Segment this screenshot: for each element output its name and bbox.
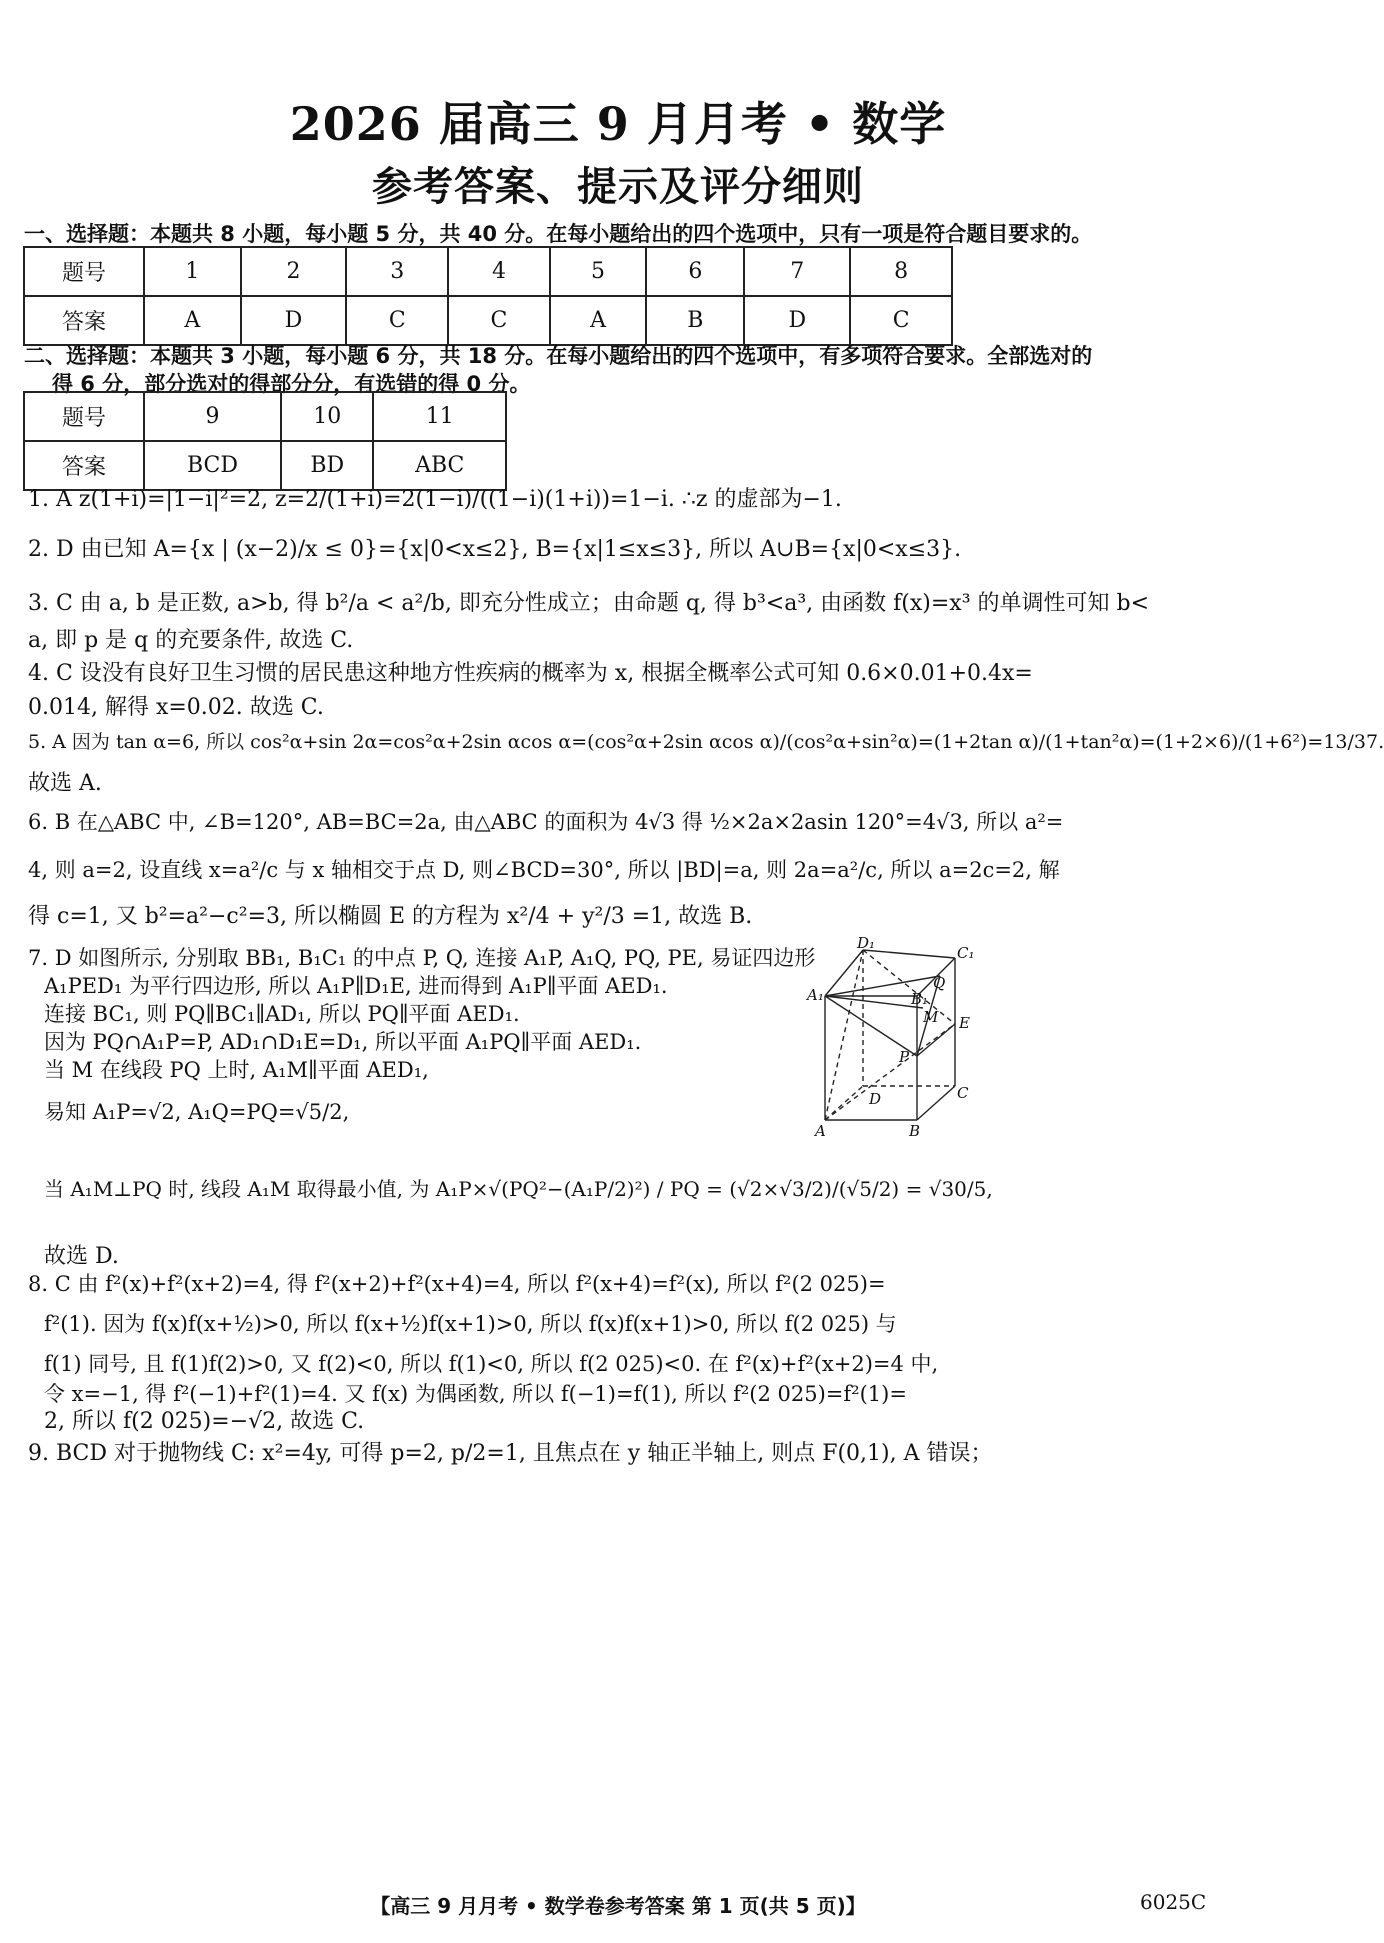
solution-q7-line1: 7. D 如图所示, 分别取 BB₁, B₁C₁ 的中点 P, Q, 连接 A₁P, A₁Q, PQ, PE, 易证四边形 xyxy=(28,946,816,970)
page-footer: 【高三 9 月月考 • 数学卷参考答案 第 1 页(共 5 页)】 xyxy=(370,1894,866,1918)
label-A1: A₁ xyxy=(807,986,824,1004)
solution-q2: 2. D 由已知 A={x | (x−2)/x ≤ 0}={x|0<x≤2}, B={x|1≤x≤3}, 所以 A∪B={x|0<x≤3}. xyxy=(28,537,962,562)
solution-q1: 1. A z(1+i)=|1−i|²=2, z=2/(1+i)=2(1−i)/((1−i)(1+i))=1−i. ∴z 的虚部为−1. xyxy=(28,487,842,512)
page-title: 2026 届高三 9 月月考 • 数学 xyxy=(289,97,947,151)
solution-q7-line8: 故选 D. xyxy=(44,1244,119,1269)
solution-q6-line1: 6. B 在△ABC 中, ∠B=120°, AB=BC=2a, 由△ABC 的面积为 4√3 得 ½×2a×2asin 120°=4√3, 所以 a²= xyxy=(28,810,1064,834)
row-label: 题号 xyxy=(24,247,144,296)
table-cell: 5 xyxy=(550,247,647,296)
solution-q7-line3: 连接 BC₁, 则 PQ∥BC₁∥AD₁, 所以 PQ∥平面 AED₁. xyxy=(44,1002,520,1026)
table-cell: C xyxy=(346,296,448,345)
solution-q8-line2: f²(1). 因为 f(x)f(x+½)>0, 所以 f(x+½)f(x+1)>0, 所以 f(x)f(x+1)>0, 所以 f(2 025) 与 xyxy=(44,1312,897,1336)
row-label: 答案 xyxy=(24,296,144,345)
table-cell: BD xyxy=(281,441,373,490)
label-B1: B₁ xyxy=(911,990,929,1008)
solution-q3-line2: a, 即 p 是 q 的充要条件, 故选 C. xyxy=(28,628,354,653)
solution-q8-line4: 令 x=−1, 得 f²(−1)+f²(1)=4. 又 f(x) 为偶函数, 所以 f(−1)=f(1), 所以 f²(2 025)=f²(1)= xyxy=(44,1382,907,1406)
label-B: B xyxy=(909,1122,921,1140)
solution-q6-line3: 得 c=1, 又 b²=a²−c²=3, 所以椭圆 E 的方程为 x²/4 + y²/3 =1, 故选 B. xyxy=(28,904,753,929)
table-cell: C xyxy=(850,296,952,345)
table-cell: 7 xyxy=(744,247,850,296)
section2-heading-line2: 得 6 分，部分选对的得部分分，有选错的得 0 分。 xyxy=(52,372,531,396)
table-cell: A xyxy=(550,296,647,345)
label-D: D xyxy=(869,1090,882,1108)
label-C: C xyxy=(957,1084,969,1102)
page-subtitle: 参考答案、提示及评分细则 xyxy=(372,163,864,210)
section2-heading-line1: 二、选择题：本题共 3 小题，每小题 6 分，共 18 分。在每小题给出的四个选项中，有多项符合要求。全部选对的 xyxy=(24,344,1093,368)
table-cell: 11 xyxy=(373,392,506,441)
table-cell: 4 xyxy=(448,247,550,296)
solution-q8-line1: 8. C 由 f²(x)+f²(x+2)=4, 得 f²(x+2)+f²(x+4)=4, 所以 f²(x+4)=f²(x), 所以 f²(2 025)= xyxy=(28,1272,886,1296)
label-A: A xyxy=(815,1122,826,1140)
solution-q7-line2: A₁PED₁ 为平行四边形, 所以 A₁P∥D₁E, 进而得到 A₁P∥平面 AED₁. xyxy=(44,974,668,998)
solution-q5-line2: 故选 A. xyxy=(28,771,102,796)
solution-q8-line5: 2, 所以 f(2 025)=−√2, 故选 C. xyxy=(44,1409,365,1434)
label-Q: Q xyxy=(933,974,946,992)
table-row xyxy=(24,441,506,490)
solution-q7-line4: 因为 PQ∩A₁P=P, AD₁∩D₁E=D₁, 所以平面 A₁PQ∥平面 AED₁. xyxy=(44,1030,642,1054)
solution-q6-line2: 4, 则 a=2, 设直线 x=a²/c 与 x 轴相交于点 D, 则∠BCD=30°, 所以 |BD|=a, 则 2a=a²/c, 所以 a=2c=2, 解 xyxy=(28,858,1060,882)
solution-q8-line3: f(1) 同号, 且 f(1)f(2)>0, 又 f(2)<0, 所以 f(1)<0, 所以 f(2 025)<0. 在 f²(x)+f²(x+2)=4 中, xyxy=(44,1352,939,1376)
table-cell: 1 xyxy=(144,247,241,296)
table-cell: D xyxy=(241,296,347,345)
label-C1: C₁ xyxy=(957,944,975,962)
cube-figure xyxy=(805,934,977,1140)
solution-q5-line1: 5. A 因为 tan α=6, 所以 cos²α+sin 2α=cos²α+2sin αcos α=(cos²α+2sin αcos α)/(cos²α+sin²α)=(1+2tan α)/(1+tan²α)=(1+2×6)/(1+6²)=13/37. xyxy=(28,731,1384,753)
solution-q7-line6: 易知 A₁P=√2, A₁Q=PQ=√5/2, xyxy=(44,1100,350,1124)
row-label: 答案 xyxy=(24,441,144,490)
table-cell: BCD xyxy=(144,441,281,490)
label-E: E xyxy=(959,1014,970,1032)
section2-answer-table xyxy=(23,391,507,491)
table-cell: 3 xyxy=(346,247,448,296)
label-D1: D₁ xyxy=(857,934,876,952)
solution-q4-line2: 0.014, 解得 x=0.02. 故选 C. xyxy=(28,695,324,720)
table-cell: D xyxy=(744,296,850,345)
solution-q7-line7: 当 A₁M⊥PQ 时, 线段 A₁M 取得最小值, 为 A₁P×√(PQ²−(A₁P/2)²) / PQ = (√2×√3/2)/(√5/2) = √30/5, xyxy=(44,1177,993,1201)
solution-q4-line1: 4. C 设没有良好卫生习惯的居民患这种地方性疾病的概率为 x, 根据全概率公式可知 0.6×0.01+0.4x= xyxy=(28,661,1033,686)
solution-q9-line1: 9. BCD 对于抛物线 C: x²=4y, 可得 p=2, p/2=1, 且焦点在 y 轴正半轴上, 则点 F(0,1), A 错误； xyxy=(28,1441,993,1466)
table-row xyxy=(24,247,952,296)
table-cell: A xyxy=(144,296,241,345)
document-code: 6025C xyxy=(1140,1890,1207,1914)
table-cell: B xyxy=(646,296,744,345)
section1-heading: 一、选择题：本题共 8 小题，每小题 5 分，共 40 分。在每小题给出的四个选项中，只有一项是符合题目要求的。 xyxy=(24,222,1093,246)
section1-answer-table xyxy=(23,246,953,346)
table-cell: 10 xyxy=(281,392,373,441)
table-cell: C xyxy=(448,296,550,345)
table-cell: 8 xyxy=(850,247,952,296)
row-label: 题号 xyxy=(24,392,144,441)
solution-q7-line5: 当 M 在线段 PQ 上时, A₁M∥平面 AED₁, xyxy=(44,1058,429,1082)
table-row xyxy=(24,296,952,345)
table-cell: 6 xyxy=(646,247,744,296)
table-cell: 2 xyxy=(241,247,347,296)
solution-q3-line1: 3. C 由 a, b 是正数, a>b, 得 b²/a < a²/b, 即充分性成立；由命题 q, 得 b³<a³, 由函数 f(x)=x³ 的单调性可知 b< xyxy=(28,591,1150,616)
label-P: P xyxy=(899,1048,910,1066)
label-M: M xyxy=(923,1008,939,1026)
table-row xyxy=(24,392,506,441)
table-cell: ABC xyxy=(373,441,506,490)
table-cell: 9 xyxy=(144,392,281,441)
